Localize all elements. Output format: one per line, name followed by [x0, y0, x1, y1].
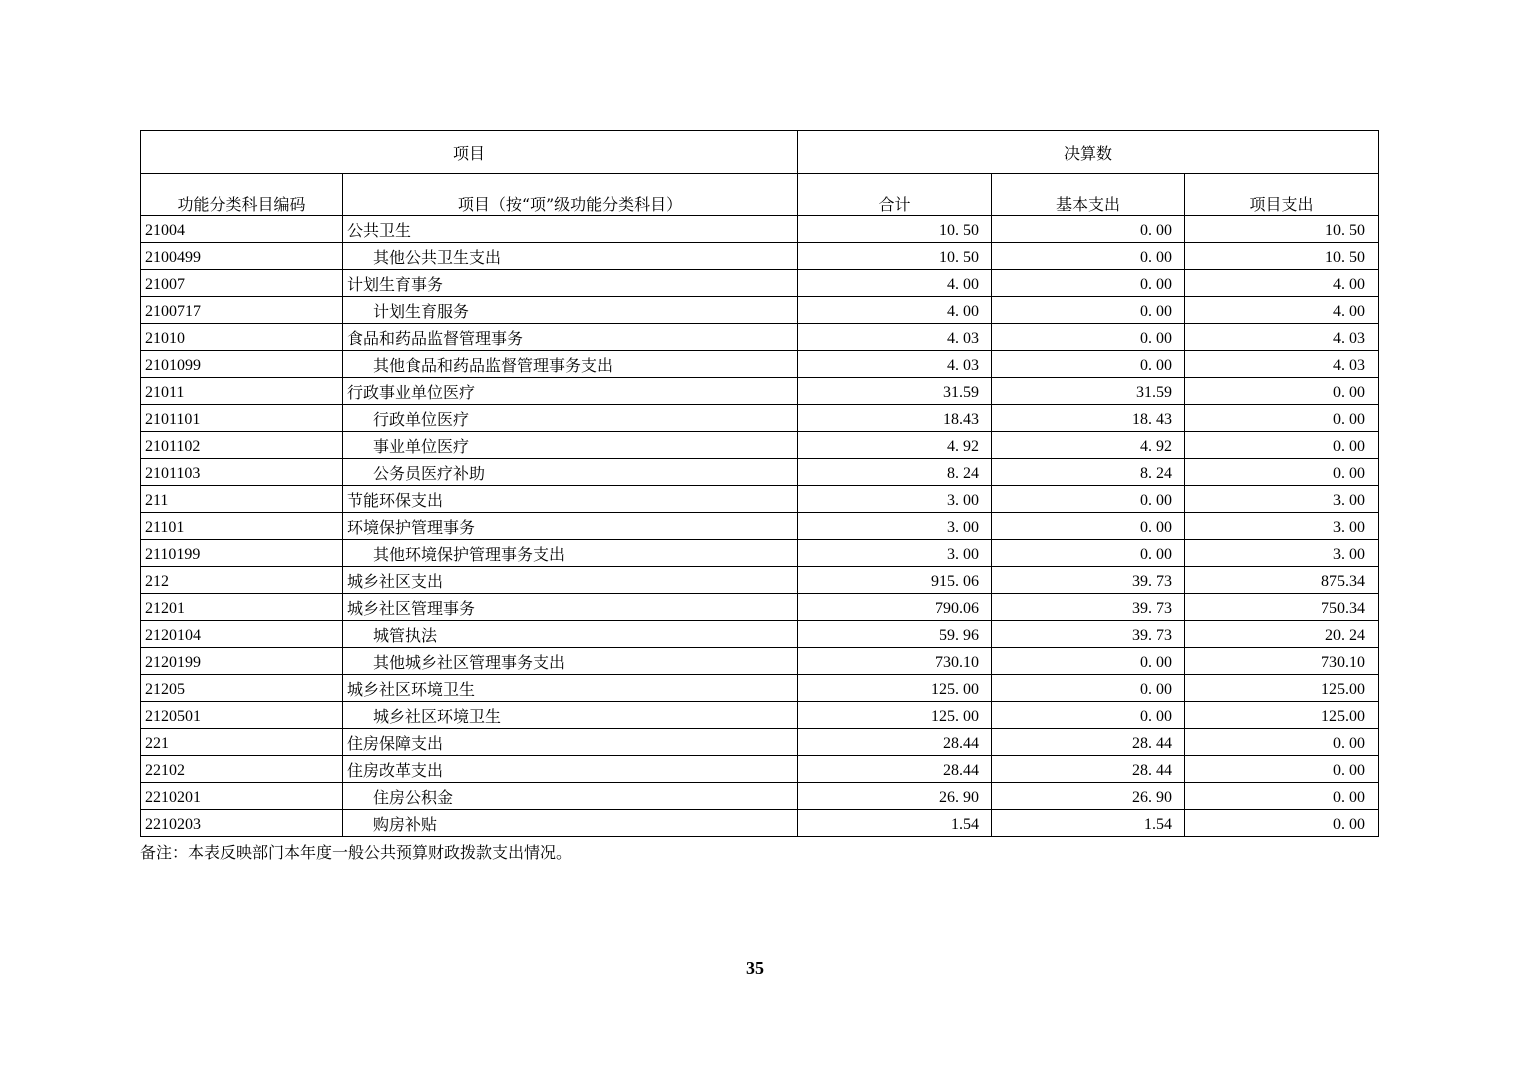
row-project-expense: 4. 00 — [1185, 270, 1379, 297]
table-row — [141, 243, 1379, 270]
row-code: 2100717 — [141, 297, 343, 324]
row-total: 18.43 — [798, 405, 992, 432]
row-total: 10. 50 — [798, 216, 992, 243]
row-total: 31.59 — [798, 378, 992, 405]
row-code: 2210203 — [141, 810, 343, 837]
row-code: 2101099 — [141, 351, 343, 378]
header-final-amount: 决算数 — [798, 131, 1379, 174]
table-header-row-sub — [141, 174, 1379, 216]
row-name: 城乡社区管理事务 — [343, 594, 798, 621]
row-total: 790.06 — [798, 594, 992, 621]
row-project-expense: 10. 50 — [1185, 216, 1379, 243]
table-header-row-top — [141, 131, 1379, 174]
row-total: 1.54 — [798, 810, 992, 837]
row-basic: 0. 00 — [992, 297, 1185, 324]
row-project-expense: 3. 00 — [1185, 540, 1379, 567]
row-name: 事业单位医疗 — [343, 432, 798, 459]
row-name: 住房公积金 — [343, 783, 798, 810]
header-project: 项目 — [141, 131, 798, 174]
row-project-expense: 125.00 — [1185, 702, 1379, 729]
row-project-expense: 125.00 — [1185, 675, 1379, 702]
row-code: 21101 — [141, 513, 343, 540]
row-name: 计划生育服务 — [343, 297, 798, 324]
row-basic: 31.59 — [992, 378, 1185, 405]
row-total: 4. 00 — [798, 297, 992, 324]
table-row — [141, 405, 1379, 432]
table-row — [141, 621, 1379, 648]
row-name: 节能环保支出 — [343, 486, 798, 513]
row-total: 730.10 — [798, 648, 992, 675]
table-row — [141, 432, 1379, 459]
table-body — [141, 216, 1379, 837]
row-total: 8. 24 — [798, 459, 992, 486]
table-row — [141, 594, 1379, 621]
row-name: 住房改革支出 — [343, 756, 798, 783]
row-project-expense: 875.34 — [1185, 567, 1379, 594]
row-code: 22102 — [141, 756, 343, 783]
row-project-expense: 0. 00 — [1185, 810, 1379, 837]
row-project-expense: 0. 00 — [1185, 432, 1379, 459]
row-basic: 0. 00 — [992, 648, 1185, 675]
row-name: 住房保障支出 — [343, 729, 798, 756]
row-basic: 8. 24 — [992, 459, 1185, 486]
row-code: 21201 — [141, 594, 343, 621]
row-name: 购房补贴 — [343, 810, 798, 837]
row-basic: 0. 00 — [992, 270, 1185, 297]
row-basic: 0. 00 — [992, 324, 1185, 351]
row-code: 211 — [141, 486, 343, 513]
header-basic: 基本支出 — [992, 174, 1185, 216]
row-total: 59. 96 — [798, 621, 992, 648]
table-row — [141, 729, 1379, 756]
row-project-expense: 3. 00 — [1185, 486, 1379, 513]
row-code: 2100499 — [141, 243, 343, 270]
row-name: 计划生育事务 — [343, 270, 798, 297]
row-basic: 0. 00 — [992, 702, 1185, 729]
row-name: 行政事业单位医疗 — [343, 378, 798, 405]
table-row — [141, 567, 1379, 594]
row-name: 食品和药品监督管理事务 — [343, 324, 798, 351]
table-row — [141, 513, 1379, 540]
table-row — [141, 540, 1379, 567]
row-basic: 28. 44 — [992, 729, 1185, 756]
row-project-expense: 0. 00 — [1185, 756, 1379, 783]
row-basic: 39. 73 — [992, 621, 1185, 648]
row-code: 2120501 — [141, 702, 343, 729]
row-name: 其他食品和药品监督管理事务支出 — [343, 351, 798, 378]
row-total: 3. 00 — [798, 486, 992, 513]
row-project-expense: 0. 00 — [1185, 459, 1379, 486]
row-total: 4. 03 — [798, 351, 992, 378]
row-basic: 0. 00 — [992, 351, 1185, 378]
header-total: 合计 — [798, 174, 992, 216]
table-row — [141, 783, 1379, 810]
row-total: 125. 00 — [798, 702, 992, 729]
row-code: 2210201 — [141, 783, 343, 810]
row-name: 环境保护管理事务 — [343, 513, 798, 540]
table-row — [141, 702, 1379, 729]
row-code: 2101102 — [141, 432, 343, 459]
row-code: 212 — [141, 567, 343, 594]
row-project-expense: 750.34 — [1185, 594, 1379, 621]
table-row — [141, 675, 1379, 702]
table-row — [141, 297, 1379, 324]
row-project-expense: 4. 00 — [1185, 297, 1379, 324]
row-code: 2120199 — [141, 648, 343, 675]
row-basic: 0. 00 — [992, 540, 1185, 567]
row-code: 21004 — [141, 216, 343, 243]
row-name: 公务员医疗补助 — [343, 459, 798, 486]
row-total: 4. 00 — [798, 270, 992, 297]
row-basic: 0. 00 — [992, 216, 1185, 243]
row-project-expense: 4. 03 — [1185, 351, 1379, 378]
row-basic: 0. 00 — [992, 486, 1185, 513]
row-code: 21205 — [141, 675, 343, 702]
table-row — [141, 756, 1379, 783]
table-row — [141, 459, 1379, 486]
row-total: 10. 50 — [798, 243, 992, 270]
row-basic: 4. 92 — [992, 432, 1185, 459]
row-project-expense: 730.10 — [1185, 648, 1379, 675]
row-project-expense: 10. 50 — [1185, 243, 1379, 270]
table-row — [141, 216, 1379, 243]
row-project-expense: 3. 00 — [1185, 513, 1379, 540]
row-name: 城乡社区环境卫生 — [343, 702, 798, 729]
header-item: 项目（按“项”级功能分类科目） — [343, 174, 798, 216]
row-total: 4. 92 — [798, 432, 992, 459]
row-total: 125. 00 — [798, 675, 992, 702]
row-basic: 18. 43 — [992, 405, 1185, 432]
table-row — [141, 351, 1379, 378]
row-total: 26. 90 — [798, 783, 992, 810]
row-code: 2110199 — [141, 540, 343, 567]
row-total: 28.44 — [798, 756, 992, 783]
header-code: 功能分类科目编码 — [141, 174, 343, 216]
row-code: 2101103 — [141, 459, 343, 486]
row-name: 行政单位医疗 — [343, 405, 798, 432]
row-name: 其他城乡社区管理事务支出 — [343, 648, 798, 675]
table-row — [141, 648, 1379, 675]
row-project-expense: 0. 00 — [1185, 783, 1379, 810]
header-project-expense: 项目支出 — [1185, 174, 1379, 216]
table-row — [141, 810, 1379, 837]
row-code: 21010 — [141, 324, 343, 351]
row-code: 21007 — [141, 270, 343, 297]
row-basic: 0. 00 — [992, 675, 1185, 702]
row-basic: 0. 00 — [992, 243, 1185, 270]
row-name: 其他环境保护管理事务支出 — [343, 540, 798, 567]
row-project-expense: 20. 24 — [1185, 621, 1379, 648]
table-row — [141, 270, 1379, 297]
row-basic: 39. 73 — [992, 567, 1185, 594]
row-basic: 26. 90 — [992, 783, 1185, 810]
row-basic: 0. 00 — [992, 513, 1185, 540]
row-code: 2101101 — [141, 405, 343, 432]
row-name: 城管执法 — [343, 621, 798, 648]
row-basic: 39. 73 — [992, 594, 1185, 621]
page-number: 35 — [746, 958, 764, 978]
row-name: 城乡社区支出 — [343, 567, 798, 594]
budget-table — [140, 130, 1379, 837]
row-total: 915. 06 — [798, 567, 992, 594]
row-project-expense: 4. 03 — [1185, 324, 1379, 351]
table-row — [141, 378, 1379, 405]
table-row — [141, 324, 1379, 351]
row-code: 21011 — [141, 378, 343, 405]
row-name: 公共卫生 — [343, 216, 798, 243]
row-name: 城乡社区环境卫生 — [343, 675, 798, 702]
row-name: 其他公共卫生支出 — [343, 243, 798, 270]
row-project-expense: 0. 00 — [1185, 378, 1379, 405]
table-note: 备注：本表反映部门本年度一般公共预算财政拨款支出情况。 — [140, 843, 573, 862]
row-total: 28.44 — [798, 729, 992, 756]
row-project-expense: 0. 00 — [1185, 729, 1379, 756]
row-basic: 28. 44 — [992, 756, 1185, 783]
row-total: 3. 00 — [798, 540, 992, 567]
row-project-expense: 0. 00 — [1185, 405, 1379, 432]
row-total: 3. 00 — [798, 513, 992, 540]
table-row — [141, 486, 1379, 513]
row-total: 4. 03 — [798, 324, 992, 351]
row-code: 2120104 — [141, 621, 343, 648]
row-code: 221 — [141, 729, 343, 756]
row-basic: 1.54 — [992, 810, 1185, 837]
